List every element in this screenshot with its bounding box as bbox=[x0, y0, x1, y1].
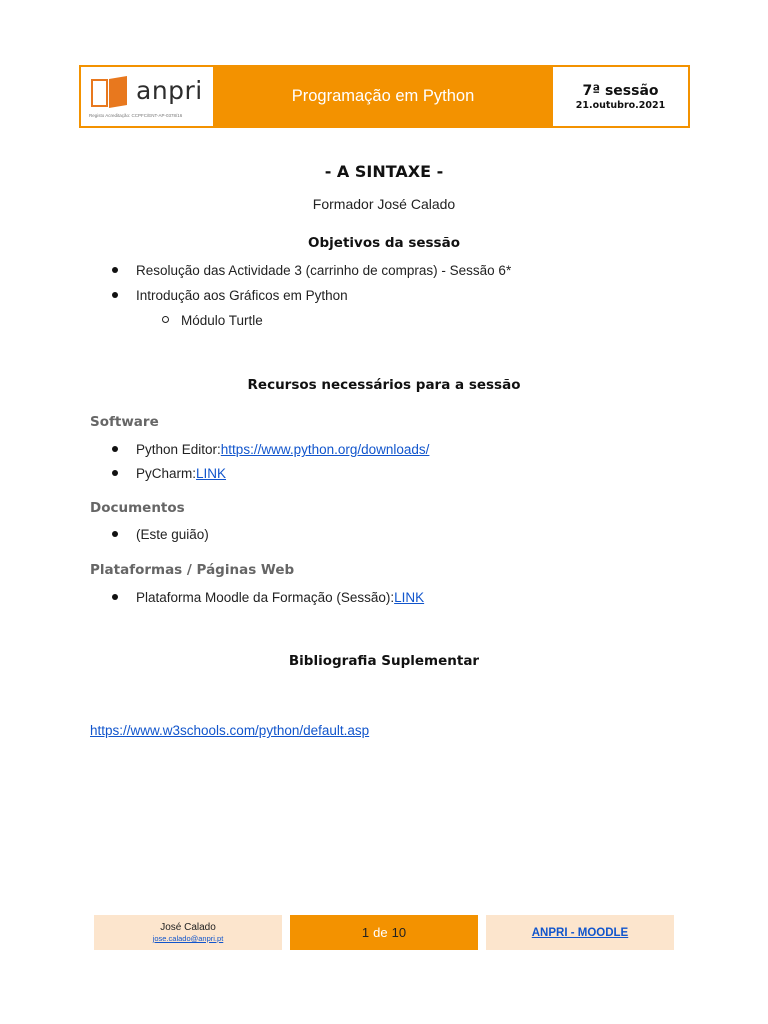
anpri-moodle-link[interactable]: ANPRI - MOODLE bbox=[531, 926, 629, 939]
moodle-platform-label: Plataforma Moodle da Formação (Sessão): bbox=[136, 590, 395, 605]
session-number: 7ª sessão bbox=[582, 82, 659, 99]
logo-wordmark: anpri bbox=[136, 76, 203, 105]
bullet-icon bbox=[112, 594, 118, 600]
bullet-icon bbox=[112, 531, 118, 537]
accreditation-text: Registo Acreditação: CCPFC/ENT-AP-0378/16 bbox=[89, 113, 183, 118]
pycharm-link[interactable]: LINK bbox=[196, 466, 227, 481]
document-author: Formador José Calado bbox=[312, 196, 456, 212]
document-item: (Este guião) bbox=[136, 527, 209, 542]
footer-author bbox=[94, 915, 282, 950]
documents-heading: Documentos bbox=[90, 500, 185, 516]
anpri-logo bbox=[81, 67, 214, 126]
bibliography-item bbox=[90, 723, 369, 738]
footer-email-link[interactable]: jose.calado@anpri.pt bbox=[152, 934, 224, 943]
course-title: Programação em Python bbox=[214, 67, 552, 126]
list-item bbox=[112, 590, 424, 605]
platforms-heading: Plataformas / Páginas Web bbox=[90, 562, 295, 578]
list-item bbox=[112, 527, 209, 542]
python-editor-label: Python Editor: bbox=[136, 442, 221, 457]
session-info bbox=[552, 67, 688, 126]
objective-text: Introdução aos Gráficos em Python bbox=[136, 288, 348, 303]
list-item bbox=[112, 288, 348, 303]
resources-heading: Recursos necessários para a sessão bbox=[247, 377, 521, 393]
session-date: 21.outubro.2021 bbox=[575, 99, 666, 111]
list-item bbox=[112, 263, 511, 278]
objective-text: Resolução das Actividade 3 (carrinho de compras) - Sessão 6* bbox=[136, 263, 512, 278]
page-current: 1 bbox=[361, 925, 370, 940]
footer-moodle bbox=[486, 915, 674, 950]
bibliography-heading: Bibliografia Suplementar bbox=[288, 653, 480, 669]
page-counter bbox=[290, 915, 478, 950]
software-heading: Software bbox=[90, 414, 159, 430]
python-download-link[interactable]: https://www.python.org/downloads/ bbox=[220, 442, 430, 457]
pycharm-label: PyCharm: bbox=[136, 466, 197, 481]
page-footer bbox=[94, 915, 674, 950]
moodle-session-link[interactable]: LINK bbox=[394, 590, 425, 605]
objective-subtext: Módulo Turtle bbox=[181, 313, 263, 328]
objectives-heading: Objetivos da sessão bbox=[308, 235, 460, 251]
page-total: 10 bbox=[391, 925, 407, 940]
document-header bbox=[79, 65, 690, 128]
bullet-icon bbox=[112, 446, 118, 452]
list-item bbox=[162, 313, 263, 328]
w3schools-link[interactable]: https://www.w3schools.com/python/default.asp bbox=[90, 723, 370, 738]
list-item bbox=[112, 442, 429, 457]
footer-author-name: José Calado bbox=[160, 922, 216, 933]
document-title: - A SINTAXE - bbox=[324, 162, 444, 181]
list-item bbox=[112, 466, 226, 481]
page-separator: de bbox=[373, 925, 388, 940]
bullet-icon bbox=[112, 267, 118, 273]
book-logo-icon bbox=[90, 75, 130, 109]
hollow-bullet-icon bbox=[162, 316, 169, 323]
bullet-icon bbox=[112, 292, 118, 298]
bullet-icon bbox=[112, 470, 118, 476]
